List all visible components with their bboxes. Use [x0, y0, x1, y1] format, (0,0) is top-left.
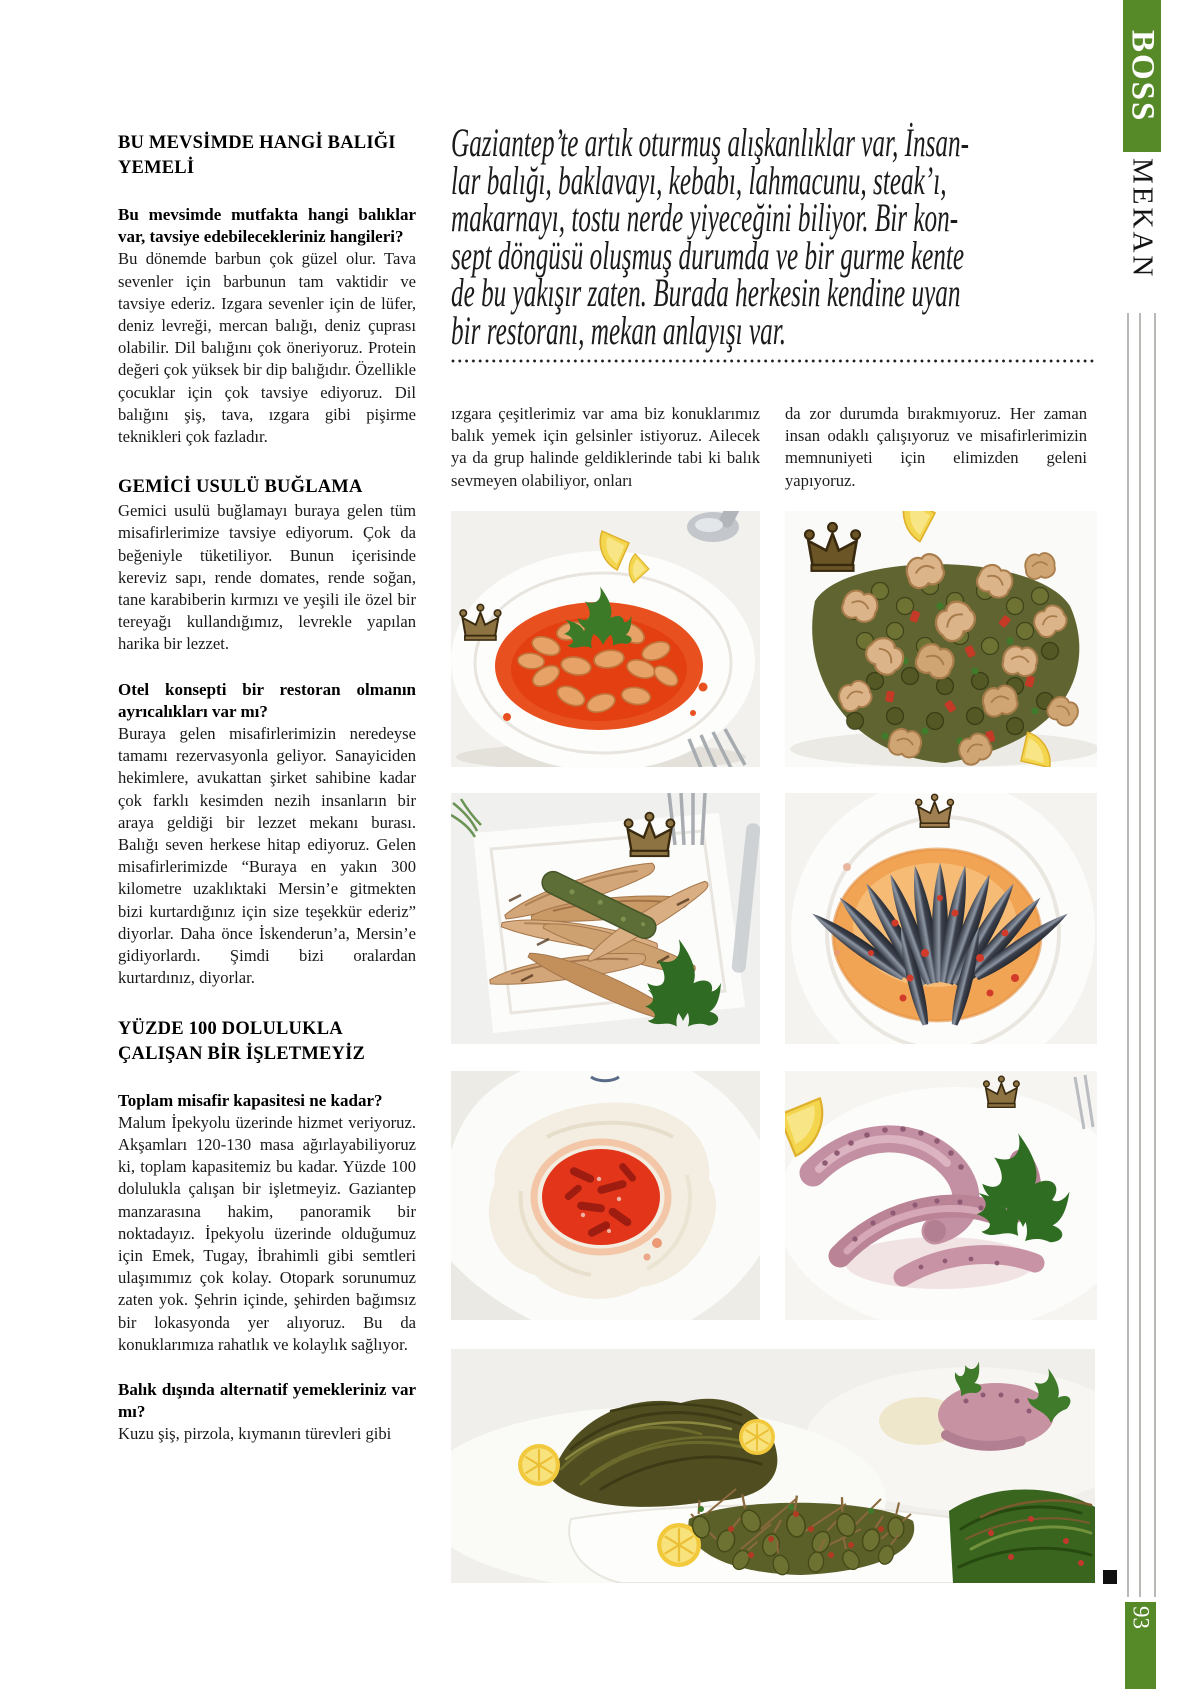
article-heading: BU MEVSİMDE HANGİ BALIĞI YEMELİ — [118, 133, 396, 178]
sidebar-rule — [1139, 313, 1141, 1597]
pull-quote-line: makarnayı, tostu nerde yiyeceğini biliyor. Bir kon- — [451, 195, 959, 240]
pull-quote-line: lar balığı, baklavayı, kebabı, lahmacunu, steak’ı, — [451, 157, 947, 203]
page-number: 93 — [1128, 1606, 1154, 1629]
photo-appetizer-collage — [451, 1349, 1095, 1583]
section-label — [1123, 158, 1161, 298]
page-number-tab — [1125, 1602, 1156, 1689]
interview-question: Balık dışında alternatif yemekleriniz var mı? — [118, 1379, 416, 1422]
pull-quote-line: bir restoranı, mekan anlayışı var. — [451, 307, 787, 353]
interview-answer: Gemici usulü buğlamayı buraya gelen tüm misafirlerimize tavsiye ediyorum. Çok da beğeniyle tüketiliyor. Bunun içerisinde kereviz sapı, rende domates, rende soğan, tane karabiberin kırmızı ve yeşili ile özel bir tereyağı kullandığımız, levrekle yapılan harika bir lezzet. — [118, 501, 416, 654]
interview-question: Otel konsepti bir restoran olmanın ayrıcalıkları var mı? — [118, 679, 416, 721]
article-heading: GEMİCİ USULÜ BUĞLAMA — [118, 477, 363, 498]
dotted-divider — [451, 359, 1095, 363]
magazine-logo-tab — [1123, 0, 1161, 152]
pull-quote — [451, 120, 1027, 353]
interview-question: Bu mevsimde mutfakta hangi balıklar var, tavsiye edebilecekleriniz hangileri? — [118, 205, 416, 247]
interview-answer: Buraya gelen misafirlerimizin neredeyse tamamı rezervasyonla geliyor. Sanayiciden hekimlere, avukattan şirket sahibine kadar çok farklı kesimden nezih insanların bir araya geldiği bir lezzet mekanı burası. Balığı seven herkese hitap ediyoruz. Gelen misafirlerimizde “Buraya en yakın 300 kilometre uzaklıktaki Mersin’e gitmekten bizi kurtardığınız için size teşekkür ederiz” diyorlar. Daha önce İskenderun’a, Mersin’e gidiyorlardı. Şimdi bizi oralardan kurtardınız, diyorlar. — [118, 724, 416, 988]
section-label-text: MEKAN — [1126, 158, 1159, 280]
sidebar-rule — [1154, 313, 1156, 1597]
photo-octopus-plate — [785, 1071, 1097, 1320]
article-column — [118, 131, 416, 1446]
intro-paragraph-right: da zor durumda bırakmıyoruz. Her zaman insan odaklı çalışıyoruz ve misafirlerimizin memnuniyeti için elimizden geleni yapıyoruz. — [785, 403, 1087, 490]
interview-question: Toplam misafir kapasitesi ne kadar? — [118, 1090, 383, 1110]
photo-labneh-pepper-dip — [451, 1071, 760, 1320]
photo-marinated-anchovies — [785, 793, 1097, 1044]
intro-paragraph-left: ızgara çeşitlerimiz var ama biz konuklarımız balık yemek için gelsinler istiyoruz. Ailecek ya da grup halinde geldiklerinde tabi ki balık sevmeyen olabiliyor, onları — [451, 403, 760, 490]
end-of-article-marker — [1103, 1570, 1117, 1584]
pull-quote-line: Gaziantep’te artık oturmuş alışkanlıklar var, İnsan- — [451, 120, 969, 165]
interview-answer: Bu dönemde barbun çok güzel olur. Tava sevenler için barbunun tam vaktidir ve tavsiye ederiz. Izgara sevenler için de lüfer, deniz levreği, mercan balığı, deniz çuprası olabilir. Dil balığını çok öneriyoruz. Protein değeri çok yüksek bir dip balığıdır. Özellikle çocuklar için çok tavsiye ediyoruz. Dil balığını şiş, tava, ızgara gibi pişirme teknikleri çok fazladır. — [118, 249, 416, 447]
article-heading: YÜZDE 100 DOLULUKLA ÇALIŞAN BİR İŞLETMEYİZ — [118, 1018, 366, 1064]
pull-quote-line: sept döngüsü oluşmuş durumda ve bir gurme kente — [451, 232, 965, 278]
photo-grilled-fish-strips — [451, 793, 760, 1044]
photo-butter-beans-dish — [451, 511, 760, 767]
photo-walnut-olive-salad — [785, 511, 1097, 767]
interview-answer: Malum İpekyolu üzerinde hizmet veriyoruz. Akşamları 120-130 masa ağırlayabiliyoruz ki, toplam kapasitemiz bu kadar. Yüzde 100 dolulukla çalışan bir işletmeyiz. Gaziantep manzarasına hakim, panoramik bir noktadayız. İpekyolu üzerinde olduğumuz için Emek, Tugay, İbrahimli gibi semtleri ulaşımımız çok kolay. Otopark sorunumuz zaten yok. Şehrin içinde, şehirden bağımsız bir lokasyonda yer alıyoruz. Bu da konuklarımıza rahatlık ve kolaylık sağlıyor. — [118, 1112, 416, 1354]
pull-quote-line: de bu yakışır zaten. Burada herkesin kendine uyan — [451, 270, 961, 315]
magazine-logo: BOSS — [1124, 29, 1161, 123]
interview-answer: Kuzu şiş, pirzola, kıymanın türevleri gibi — [118, 1424, 392, 1444]
sidebar-rule — [1127, 313, 1129, 1597]
